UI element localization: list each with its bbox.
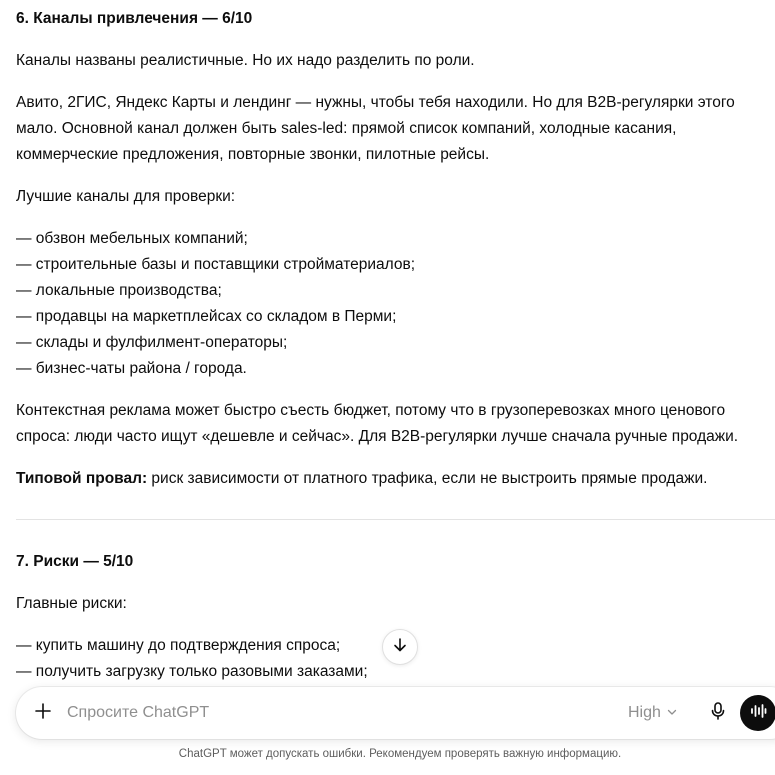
disclaimer-text: ChatGPT может допускать ошибки. Рекомендуем проверять важную информацию. bbox=[178, 748, 622, 760]
section-divider bbox=[16, 519, 775, 520]
failure-text: риск зависимости от платного трафика, если не выстроить прямые продажи. bbox=[147, 470, 708, 487]
list-item: — продавцы на маркетплейсах со складом в Перми; bbox=[16, 308, 397, 325]
paragraph-line: спроса: люди часто ищут «дешевле и сейчас». Для B2B-регулярки лучше сначала ручные продажи. bbox=[16, 428, 739, 445]
list-item: — обзвон мебельных компаний; bbox=[16, 230, 248, 247]
paragraph-line: коммерческие предложения, повторные звонки, пилотные рейсы. bbox=[16, 146, 490, 163]
microphone-icon bbox=[708, 701, 728, 726]
list-item: — склады и фулфилмент-операторы; bbox=[16, 334, 288, 351]
section-6-paragraph-2 bbox=[16, 90, 761, 168]
paragraph-line: мало. Основной канал должен быть sales-led: прямой список компаний, холодные касания, bbox=[16, 120, 677, 137]
section-6-paragraph-1: Каналы названы реалистичные. Но их надо разделить по роли. bbox=[16, 52, 475, 69]
voice-mode-button[interactable] bbox=[740, 695, 775, 731]
list-item: — купить машину до подтверждения спроса; bbox=[16, 637, 341, 654]
section-6-channel-list bbox=[16, 226, 761, 382]
section-6-heading: 6. Каналы привлечения — 6/10 bbox=[16, 10, 253, 27]
model-selector[interactable] bbox=[628, 701, 677, 725]
paragraph-line: Авито, 2ГИС, Яндекс Карты и лендинг — нужны, чтобы тебя находили. Но для B2B-регулярки этого bbox=[16, 94, 735, 111]
list-item: — локальные производства; bbox=[16, 282, 222, 299]
paragraph-line: Контекстная реклама может быстро съесть бюджет, потому что в грузоперевозках много ценового bbox=[16, 402, 726, 419]
voice-waveform-icon bbox=[749, 702, 767, 725]
prompt-input[interactable] bbox=[67, 701, 587, 725]
model-label: High bbox=[628, 704, 661, 721]
chevron-down-icon bbox=[667, 704, 677, 722]
section-7-paragraph-1: Главные риски: bbox=[16, 595, 127, 612]
composer bbox=[16, 687, 775, 739]
list-item: — строительные базы и поставщики стройматериалов; bbox=[16, 256, 416, 273]
section-6-failure-note bbox=[16, 466, 761, 492]
scroll-to-bottom-button[interactable] bbox=[382, 629, 418, 665]
section-6-paragraph-4 bbox=[16, 398, 761, 450]
plus-icon bbox=[34, 702, 52, 725]
failure-label: Типовой провал: bbox=[16, 470, 148, 487]
list-item: — бизнес-чаты района / города. bbox=[16, 360, 247, 377]
attach-button[interactable] bbox=[30, 700, 56, 726]
list-item: — получить загрузку только разовыми заказами; bbox=[16, 663, 368, 680]
section-6-paragraph-3: Лучшие каналы для проверки: bbox=[16, 188, 236, 205]
arrow-down-icon bbox=[391, 636, 409, 659]
section-7-heading: 7. Риски — 5/10 bbox=[16, 553, 134, 570]
dictate-button[interactable] bbox=[704, 699, 732, 727]
